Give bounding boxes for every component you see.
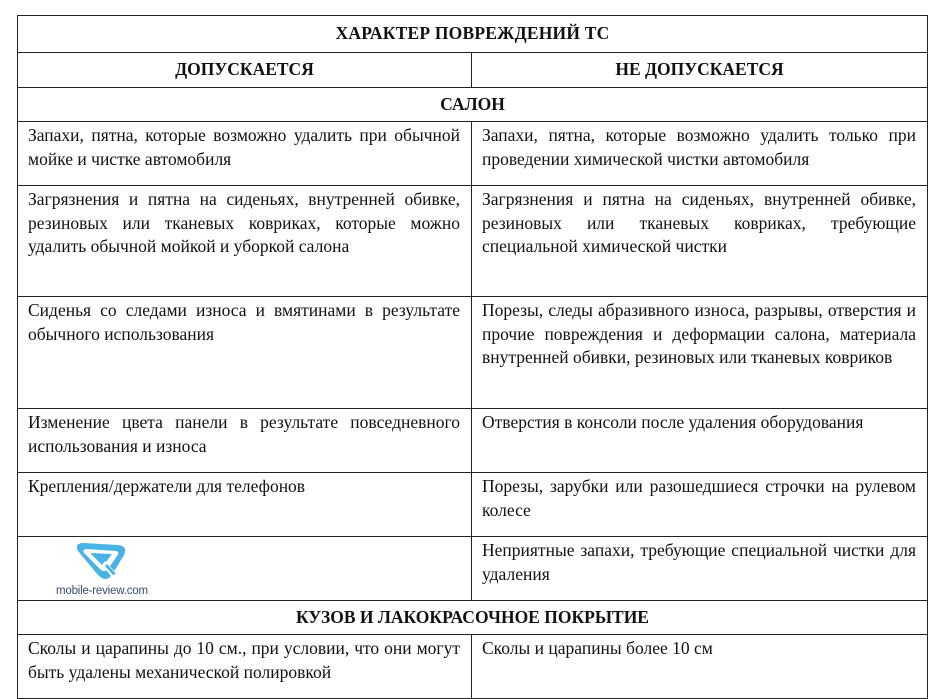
not-allowed-cell: Сколы и царапины более 10 см bbox=[472, 635, 928, 699]
not-allowed-cell: Отверстия в консоли после удаления оборудования bbox=[472, 409, 928, 473]
watermark-text: mobile-review.com bbox=[56, 585, 148, 597]
table-row bbox=[18, 122, 928, 186]
allowed-cell bbox=[18, 537, 472, 601]
table-row bbox=[18, 409, 928, 473]
not-allowed-cell: Порезы, следы абразивного износа, разрывы, отверстия и прочие повреждения и деформации салона, материала внутренней обивки, резиновых или тканевых ковриков bbox=[472, 297, 928, 409]
column-header-not-allowed: НЕ ДОПУСКАЕТСЯ bbox=[472, 53, 928, 88]
table-row bbox=[18, 537, 928, 601]
table-header-row bbox=[18, 53, 928, 88]
section-title-body: КУЗОВ И ЛАКОКРАСОЧНОЕ ПОКРЫТИЕ bbox=[18, 601, 928, 635]
table-row bbox=[18, 297, 928, 409]
section-title-salon: САЛОН bbox=[18, 88, 928, 122]
damage-table-document bbox=[17, 15, 927, 699]
allowed-cell: Изменение цвета панели в результате повседневного использования и износа bbox=[18, 409, 472, 473]
allowed-cell: Крепления/держатели для телефонов bbox=[18, 473, 472, 537]
allowed-cell: Запахи, пятна, которые возможно удалить при обычной мойке и чистке автомобиля bbox=[18, 122, 472, 186]
table-row bbox=[18, 186, 928, 297]
table-row bbox=[18, 473, 928, 537]
table-title: ХАРАКТЕР ПОВРЕЖДЕНИЙ ТС bbox=[18, 16, 928, 53]
section-row-body bbox=[18, 601, 928, 635]
allowed-cell: Сиденья со следами износа и вмятинами в результате обычного использования bbox=[18, 297, 472, 409]
damage-table bbox=[17, 15, 928, 699]
table-title-row bbox=[18, 16, 928, 53]
watermark bbox=[56, 539, 166, 599]
column-header-allowed: ДОПУСКАЕТСЯ bbox=[18, 53, 472, 88]
not-allowed-cell: Неприятные запахи, требующие специальной чистки для удаления bbox=[472, 537, 928, 601]
table-row bbox=[18, 635, 928, 699]
section-row-salon bbox=[18, 88, 928, 122]
not-allowed-cell: Загрязнения и пятна на сиденьях, внутренней обивке, резиновых или тканевых ковриках, требующие специальной химической чистки bbox=[472, 186, 928, 297]
allowed-cell: Загрязнения и пятна на сиденьях, внутренней обивке, резиновых или тканевых ковриках, которые можно удалить обычной мойкой и уборкой салона bbox=[18, 186, 472, 297]
allowed-cell: Сколы и царапины до 10 см., при условии, что они могут быть удалены механической полировкой bbox=[18, 635, 472, 699]
not-allowed-cell: Запахи, пятна, которые возможно удалить только при проведении химической чистки автомобиля bbox=[472, 122, 928, 186]
not-allowed-cell: Порезы, зарубки или разошедшиеся строчки на рулевом колесе bbox=[472, 473, 928, 537]
mobile-review-logo-icon bbox=[72, 539, 142, 583]
